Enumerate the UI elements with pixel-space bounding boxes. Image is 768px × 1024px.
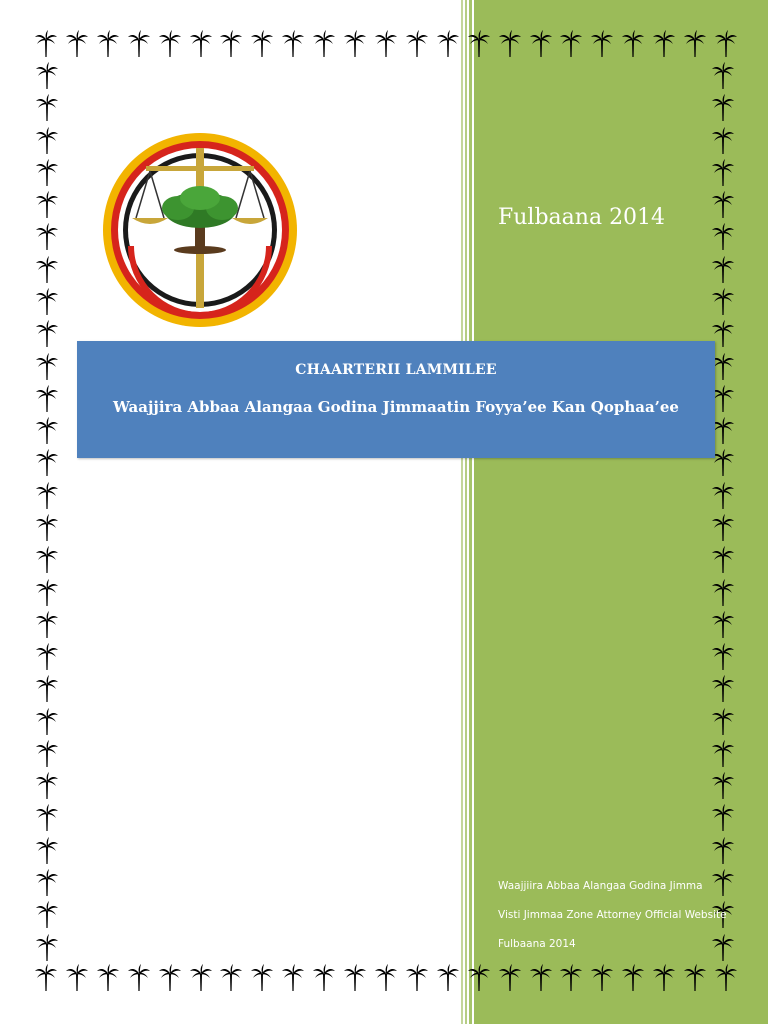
palm-tree-icon [683,30,707,58]
palm-tree-icon [529,964,553,992]
palm-tree-icon [498,30,522,58]
palm-tree-icon [711,159,735,187]
left-palm-border [32,62,62,962]
panel-stripe [465,0,467,1024]
footer-line-date: Fulbaana 2014 [498,938,576,950]
palm-tree-icon [711,62,735,90]
justice-tree-logo [98,126,302,334]
palm-tree-icon [683,964,707,992]
palm-tree-icon [35,223,59,251]
palm-tree-icon [711,482,735,510]
palm-tree-icon [652,30,676,58]
palm-tree-icon [34,30,58,58]
palm-tree-icon [35,191,59,219]
palm-tree-icon [35,869,59,897]
palm-tree-icon [35,934,59,962]
palm-tree-icon [436,30,460,58]
palm-tree-icon [65,964,89,992]
palm-tree-icon [35,804,59,832]
palm-tree-icon [35,320,59,348]
palm-tree-icon [35,449,59,477]
document-title: CHAARTERII LAMMILEE [295,362,497,378]
palm-tree-icon [35,482,59,510]
palm-tree-icon [35,127,59,155]
palm-tree-icon [250,964,274,992]
palm-tree-icon [343,30,367,58]
palm-tree-icon [158,30,182,58]
palm-tree-icon [711,579,735,607]
palm-tree-icon [711,804,735,832]
panel-stripe [469,0,472,1024]
palm-tree-icon [711,740,735,768]
palm-tree-icon [711,708,735,736]
palm-tree-icon [34,964,58,992]
palm-tree-icon [158,964,182,992]
palm-tree-icon [436,964,460,992]
palm-tree-icon [711,611,735,639]
cover-date-heading: Fulbaana 2014 [498,205,666,230]
palm-tree-icon [35,353,59,381]
palm-tree-icon [559,30,583,58]
palm-tree-icon [35,675,59,703]
palm-tree-icon [189,30,213,58]
palm-tree-icon [127,964,151,992]
palm-tree-icon [559,964,583,992]
palm-tree-icon [652,964,676,992]
palm-tree-icon [35,546,59,574]
palm-tree-icon [498,964,522,992]
palm-tree-icon [65,30,89,58]
palm-tree-icon [96,30,120,58]
palm-tree-icon [711,675,735,703]
palm-tree-icon [35,288,59,316]
footer-line-website: Visti Jimmaa Zone Attorney Official Website [498,909,727,921]
palm-tree-icon [312,964,336,992]
palm-tree-icon [281,30,305,58]
palm-tree-icon [35,708,59,736]
bottom-palm-border [34,964,738,994]
palm-tree-icon [714,964,738,992]
palm-tree-icon [374,30,398,58]
palm-tree-icon [621,30,645,58]
palm-tree-icon [529,30,553,58]
footer-line-office: Waajjiira Abbaa Alangaa Godina Jimma [498,880,703,892]
palm-tree-icon [711,256,735,284]
palm-tree-icon [189,964,213,992]
palm-tree-icon [35,901,59,929]
palm-tree-icon [35,643,59,671]
palm-tree-icon [35,94,59,122]
palm-tree-icon [343,964,367,992]
palm-tree-icon [35,772,59,800]
palm-tree-icon [711,514,735,542]
palm-tree-icon [405,964,429,992]
palm-tree-icon [96,964,120,992]
palm-tree-icon [590,30,614,58]
palm-tree-icon [711,127,735,155]
palm-tree-icon [711,837,735,865]
palm-tree-icon [467,964,491,992]
palm-tree-icon [35,611,59,639]
palm-tree-icon [127,30,151,58]
palm-tree-icon [621,964,645,992]
palm-tree-icon [714,30,738,58]
palm-tree-icon [711,643,735,671]
palm-tree-icon [35,159,59,187]
palm-tree-icon [219,30,243,58]
panel-stripe [461,0,463,1024]
palm-tree-icon [374,964,398,992]
palm-tree-icon [590,964,614,992]
palm-tree-icon [35,417,59,445]
palm-tree-icon [711,772,735,800]
palm-tree-icon [35,837,59,865]
palm-tree-icon [711,94,735,122]
palm-tree-icon [711,288,735,316]
palm-tree-icon [35,385,59,413]
palm-tree-icon [35,579,59,607]
palm-tree-icon [219,964,243,992]
palm-tree-icon [711,546,735,574]
top-palm-border [34,30,738,60]
palm-tree-icon [467,30,491,58]
palm-tree-icon [312,30,336,58]
palm-tree-icon [35,514,59,542]
palm-tree-icon [405,30,429,58]
title-banner [77,341,715,458]
palm-tree-icon [35,62,59,90]
palm-tree-icon [281,964,305,992]
right-palm-border [708,62,738,962]
palm-tree-icon [35,256,59,284]
document-subtitle: Waajjira Abbaa Alangaa Godina Jimmaatin Foyya’ee Kan Qophaa’ee [113,398,679,416]
palm-tree-icon [250,30,274,58]
cover-footer [498,878,738,965]
palm-tree-icon [35,740,59,768]
